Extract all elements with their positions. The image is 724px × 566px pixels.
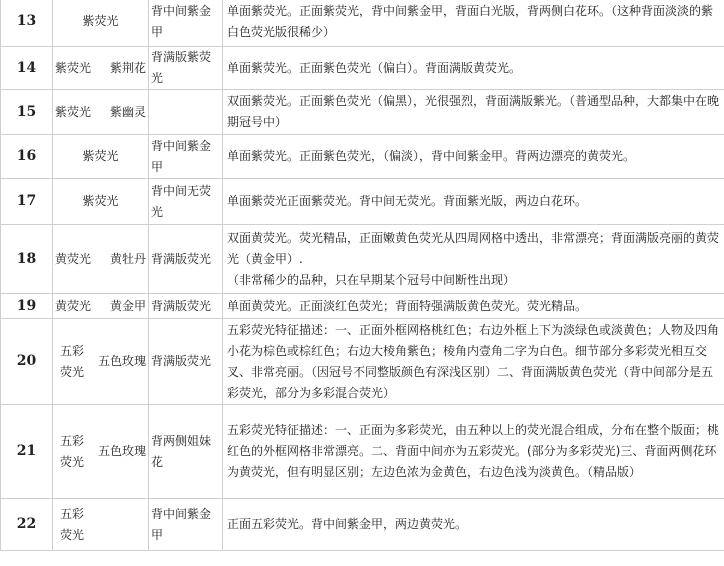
table-row	[1, 294, 724, 319]
description-cell	[223, 225, 724, 294]
variety-name-cell	[53, 499, 149, 551]
variety-name: 黄荧光	[55, 251, 92, 266]
variety-alias: 黄金甲	[109, 298, 146, 313]
description: 五彩荧光特征描述：一、正面为多彩荧光，由五种以上的荧光混合组成，分布在整个版面；桃红色的外框网格非常漂亮。二、背面中间亦为五彩荧光。(部分为多彩荧光)三、背面两侧花环为黄荧光，但有明显区别；左边色浓为金黄色，右边色浅为淡黄色。（精品版）	[223, 405, 724, 499]
row-number: 16	[1, 135, 53, 179]
variety-alias: 紫荆花	[109, 60, 146, 75]
description: 五彩荧光特征描述：一、正面外框网格桃红色；右边外框上下为淡绿色或淡黄色；人物及四角小花为棕色或棕红色；右边大棱角紫色；棱角内壹角二字为白色。细节部分多彩荧光相互交叉、非常亮丽。（因冠号不同整版颜色有深浅区别）二、背面满版黄色荧光（背中间部分是五彩荧光，部分为多彩混合荧光）	[223, 319, 724, 405]
description: 双面紫荧光。正面紫色荧光（偏黑），光很强烈，背面满版紫光。（普通型品种，大都集中在晚期冠号中）	[223, 90, 724, 135]
row-number: 15	[1, 90, 53, 135]
description: 单面紫荧光。正面紫荧光，背中间紫金甲，背面白光版，背两侧白花环。（这种背面淡淡的紫白色荧光版很稀少）	[223, 0, 724, 47]
variety-name: 五彩荧光	[59, 506, 84, 542]
row-number: 17	[1, 179, 53, 225]
variety-name-cell	[53, 0, 149, 47]
table-row	[1, 135, 724, 179]
description-note: （非常稀少的品种，只在早期某个冠号中间断性出现）	[227, 272, 516, 287]
variety-name: 五彩荧光	[59, 433, 84, 469]
row-number: 18	[1, 225, 53, 294]
variety-name-cell	[53, 179, 149, 225]
description: 正面五彩荧光。背中间紫金甲，两边黄荧光。	[223, 499, 724, 551]
description: 单面紫荧光正面紫荧光。背中间无荧光。背面紫光版，两边白花环。	[223, 179, 724, 225]
variety-name-cell	[53, 405, 149, 499]
description: 单面紫荧光。正面紫色荧光（偏白）。背面满版黄荧光。	[223, 47, 724, 90]
fluorescence-location: 背中间紫金甲	[149, 499, 223, 551]
table-row	[1, 90, 724, 135]
variety-name: 紫荧光	[82, 149, 119, 163]
table-row	[1, 319, 724, 405]
description: 单面紫荧光。正面紫色荧光，（偏淡），背中间紫金甲。背两边漂亮的黄荧光。	[223, 135, 724, 179]
description: 双面黄荧光。荧光精品，正面嫩黄色荧光从四周网格中透出，非常漂亮；背面满版亮丽的黄荧光（黄金甲）.	[227, 230, 720, 266]
variety-alias: 紫幽灵	[109, 104, 146, 119]
variety-name: 紫荧光	[55, 104, 92, 119]
variety-alias: 五色玫瑰	[97, 444, 146, 458]
variety-name: 紫荧光	[82, 14, 119, 28]
fluorescence-location: 背中间紫金甲	[149, 135, 223, 179]
variety-alias: 五色玫瑰	[97, 354, 146, 368]
variety-name-cell	[53, 90, 149, 135]
variety-name: 黄荧光	[55, 298, 92, 313]
variety-name-cell	[53, 47, 149, 90]
variety-name: 五彩荧光	[59, 343, 84, 379]
row-number: 19	[1, 294, 53, 319]
variety-name-cell	[53, 135, 149, 179]
table-row	[1, 0, 724, 47]
fluorescence-location: 背中间无荧光	[149, 179, 223, 225]
description: 单面黄荧光。正面淡红色荧光；背面特强满版黄色荧光。荧光精品。	[223, 294, 724, 319]
fluorescence-location: 背两侧姐妹花	[149, 405, 223, 499]
fluorescence-location: 背中间紫金甲	[149, 0, 223, 47]
table-row	[1, 179, 724, 225]
table-row	[1, 225, 724, 294]
variety-name-cell	[53, 225, 149, 294]
variety-name-cell	[53, 319, 149, 405]
row-number: 20	[1, 319, 53, 405]
variety-name: 紫荧光	[55, 60, 92, 75]
variety-name-cell	[53, 294, 149, 319]
fluorescence-location: 背满版紫荧光	[149, 47, 223, 90]
row-number: 13	[1, 0, 53, 47]
fluorescence-location: 背满版荧光	[149, 294, 223, 319]
fluorescence-location: 背满版荧光	[149, 319, 223, 405]
table-row	[1, 499, 724, 551]
table-row	[1, 47, 724, 90]
variety-name: 紫荧光	[82, 194, 119, 208]
row-number: 22	[1, 499, 53, 551]
fluorescence-location: 背满版荧光	[149, 225, 223, 294]
row-number: 14	[1, 47, 53, 90]
table-row	[1, 405, 724, 499]
variety-alias: 黄牡丹	[109, 251, 146, 266]
row-number: 21	[1, 405, 53, 499]
fluorescence-location	[149, 90, 223, 135]
